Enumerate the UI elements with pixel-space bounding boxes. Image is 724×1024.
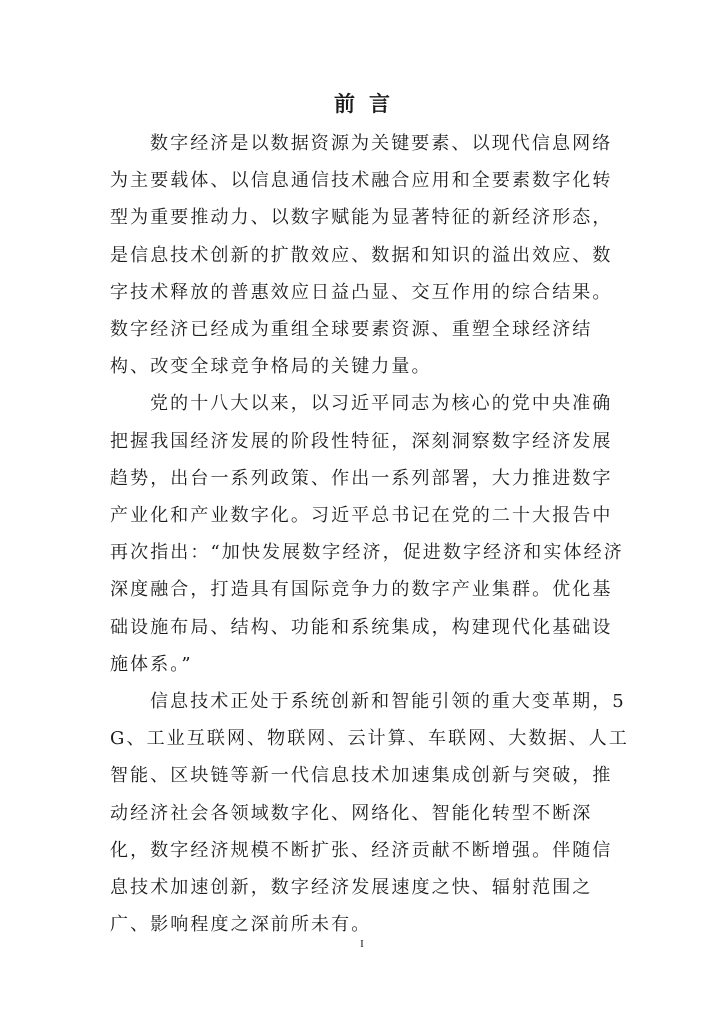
page-number: I <box>360 938 364 950</box>
page-title: 前言 <box>334 92 404 116</box>
body-text <box>110 125 630 943</box>
paragraph: 信息技术正处于系统创新和智能引领的重大变革期，5G、工业互联网、物联网、云计算、车联网、大数据、人工智能、区块链等新一代信息技术加速集成创新与突破，推动经济社会各领域数字化、网络化、智能化转型不断深化，数字经济规模不断扩张、经济贡献不断增强。伴随信息技术加速创新，数字经济发展速度之快、辐射范围之广、影响程度之深前所未有。 <box>110 691 629 936</box>
paragraph: 党的十八大以来，以习近平同志为核心的党中央准确把握我国经济发展的阶段性特征，深刻洞察数字经济发展趋势，出台一系列政策、作出一系列部署，大力推进数字产业化和产业数字化。习近平总书记在党的二十大报告中再次指出：“加快发展数字经济，促进数字经济和实体经济深度融合，打造具有国际竞争力的数字产业集群。优化基础设施布局、结构、功能和系统集成，构建现代化基础设施体系。” <box>110 393 624 675</box>
paragraph: 数字经济是以数据资源为关键要素、以现代信息网络为主要载体、以信息通信技术融合应用和全要素数字化转型为重要推动力、以数字赋能为显著特征的新经济形态，是信息技术创新的扩散效应、数据和知识的溢出效应、数字技术释放的普惠效应日益凸显、交互作用的综合结果。数字经济已经成为重组全球要素资源、重塑全球经济结构、改变全球竞争格局的关键力量。 <box>110 133 613 378</box>
